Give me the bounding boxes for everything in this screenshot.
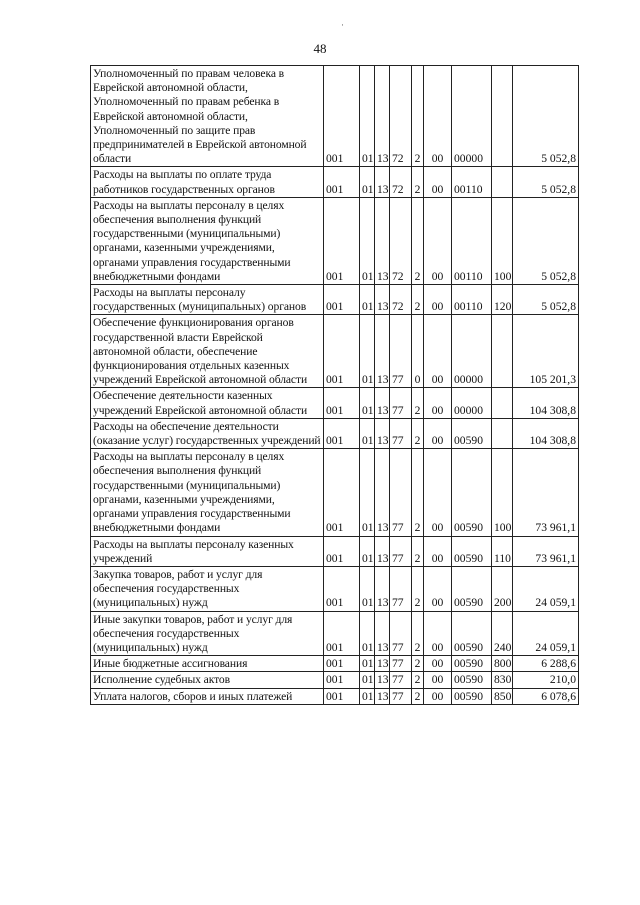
row-name: Иные бюджетные ассигнования	[91, 656, 324, 672]
program-code: 77	[390, 656, 412, 672]
program-code: 77	[390, 611, 412, 656]
subsection-code: 13	[375, 315, 390, 388]
subsection-code: 13	[375, 566, 390, 611]
program-code: 77	[390, 566, 412, 611]
target-code: 00	[424, 688, 452, 704]
section-code: 01	[360, 656, 375, 672]
section-code: 01	[360, 566, 375, 611]
subprogram-code: 2	[412, 656, 424, 672]
row-name: Расходы на выплаты персоналу в целях обеспечения выполнения функций государственными (муниципальными) органами, казенными учреждениями, органами управления государственными внебюджетными фондами	[91, 197, 324, 284]
ved-code: 001	[324, 566, 360, 611]
direction-code: 00590	[452, 688, 492, 704]
table-row	[91, 656, 579, 672]
table-row	[91, 566, 579, 611]
expense-type-code	[492, 167, 513, 197]
table-row	[91, 315, 579, 388]
subsection-code: 13	[375, 449, 390, 536]
row-name: Обеспечение деятельности казенных учреждений Еврейской автономной области	[91, 388, 324, 418]
section-code: 01	[360, 449, 375, 536]
target-code: 00	[424, 656, 452, 672]
amount-value: 6 288,6	[513, 656, 579, 672]
section-code: 01	[360, 167, 375, 197]
table-row	[91, 66, 579, 167]
table-row	[91, 536, 579, 566]
section-code: 01	[360, 672, 375, 688]
expense-type-code: 850	[492, 688, 513, 704]
row-name: Расходы на выплаты персоналу в целях обеспечения выполнения функций государственными (муниципальными) органами, казенными учреждениями, органами управления государственными внебюджетными фондами	[91, 449, 324, 536]
direction-code: 00110	[452, 167, 492, 197]
amount-value: 105 201,3	[513, 315, 579, 388]
expense-type-code: 120	[492, 285, 513, 315]
target-code: 00	[424, 566, 452, 611]
subprogram-code: 2	[412, 66, 424, 167]
subsection-code: 13	[375, 66, 390, 167]
table-row	[91, 418, 579, 448]
target-code: 00	[424, 167, 452, 197]
amount-value: 5 052,8	[513, 167, 579, 197]
amount-value: 104 308,8	[513, 388, 579, 418]
target-code: 00	[424, 536, 452, 566]
subsection-code: 13	[375, 167, 390, 197]
program-code: 77	[390, 315, 412, 388]
page-number: 48	[313, 41, 327, 56]
table-row	[91, 285, 579, 315]
amount-value: 5 052,8	[513, 66, 579, 167]
row-name: Исполнение судебных актов	[91, 672, 324, 688]
subprogram-code: 0	[412, 315, 424, 388]
target-code: 00	[424, 197, 452, 284]
target-code: 00	[424, 672, 452, 688]
ved-code: 001	[324, 315, 360, 388]
section-code: 01	[360, 66, 375, 167]
amount-value: 24 059,1	[513, 566, 579, 611]
expense-type-code	[492, 66, 513, 167]
program-code: 77	[390, 688, 412, 704]
amount-value: 210,0	[513, 672, 579, 688]
target-code: 00	[424, 449, 452, 536]
subsection-code: 13	[375, 688, 390, 704]
amount-value: 73 961,1	[513, 536, 579, 566]
target-code: 00	[424, 315, 452, 388]
subprogram-code: 2	[412, 688, 424, 704]
expense-type-code: 200	[492, 566, 513, 611]
subprogram-code: 2	[412, 566, 424, 611]
subsection-code: 13	[375, 536, 390, 566]
expense-type-code	[492, 315, 513, 388]
direction-code: 00110	[452, 285, 492, 315]
ved-code: 001	[324, 536, 360, 566]
section-code: 01	[360, 611, 375, 656]
row-name: Расходы на выплаты персоналу казенных учреждений	[91, 536, 324, 566]
program-code: 72	[390, 197, 412, 284]
ved-code: 001	[324, 418, 360, 448]
subprogram-code: 2	[412, 197, 424, 284]
target-code: 00	[424, 611, 452, 656]
subprogram-code: 2	[412, 536, 424, 566]
ved-code: 001	[324, 672, 360, 688]
amount-value: 5 052,8	[513, 197, 579, 284]
row-name: Обеспечение функционирования органов государственной власти Еврейской автономной области, обеспечение функционирования отдельных казенных учреждений Еврейской автономной области	[91, 315, 324, 388]
direction-code: 00590	[452, 611, 492, 656]
ved-code: 001	[324, 388, 360, 418]
ved-code: 001	[324, 611, 360, 656]
section-code: 01	[360, 388, 375, 418]
expense-type-code: 100	[492, 197, 513, 284]
row-name: Расходы на обеспечение деятельности (оказание услуг) государственных учреждений	[91, 418, 324, 448]
section-code: 01	[360, 688, 375, 704]
amount-value: 6 078,6	[513, 688, 579, 704]
expense-type-code: 830	[492, 672, 513, 688]
budget-table	[90, 65, 579, 705]
table-row	[91, 672, 579, 688]
amount-value: 5 052,8	[513, 285, 579, 315]
amount-value: 24 059,1	[513, 611, 579, 656]
section-code: 01	[360, 197, 375, 284]
direction-code: 00000	[452, 388, 492, 418]
ved-code: 001	[324, 66, 360, 167]
target-code: 00	[424, 388, 452, 418]
row-name: Расходы на выплаты по оплате труда работников государственных органов	[91, 167, 324, 197]
ved-code: 001	[324, 656, 360, 672]
subprogram-code: 2	[412, 388, 424, 418]
subprogram-code: 2	[412, 285, 424, 315]
subsection-code: 13	[375, 285, 390, 315]
direction-code: 00590	[452, 536, 492, 566]
direction-code: 00110	[452, 197, 492, 284]
subsection-code: 13	[375, 672, 390, 688]
amount-value: 104 308,8	[513, 418, 579, 448]
subprogram-code: 2	[412, 672, 424, 688]
direction-code: 00590	[452, 449, 492, 536]
program-code: 72	[390, 167, 412, 197]
expense-type-code: 240	[492, 611, 513, 656]
section-code: 01	[360, 536, 375, 566]
ved-code: 001	[324, 167, 360, 197]
subsection-code: 13	[375, 388, 390, 418]
subprogram-code: 2	[412, 418, 424, 448]
scan-dot: ·	[341, 20, 344, 30]
target-code: 00	[424, 285, 452, 315]
section-code: 01	[360, 418, 375, 448]
row-name: Иные закупки товаров, работ и услуг для обеспечения государственных (муниципальных) нужд	[91, 611, 324, 656]
table-row	[91, 167, 579, 197]
row-name: Расходы на выплаты персоналу государственных (муниципальных) органов	[91, 285, 324, 315]
table-row	[91, 611, 579, 656]
program-code: 77	[390, 418, 412, 448]
program-code: 77	[390, 536, 412, 566]
expense-type-code: 800	[492, 656, 513, 672]
subsection-code: 13	[375, 197, 390, 284]
subprogram-code: 2	[412, 449, 424, 536]
ved-code: 001	[324, 197, 360, 284]
amount-value: 73 961,1	[513, 449, 579, 536]
direction-code: 00000	[452, 66, 492, 167]
program-code: 72	[390, 66, 412, 167]
table-row	[91, 688, 579, 704]
target-code: 00	[424, 66, 452, 167]
ved-code: 001	[324, 285, 360, 315]
ved-code: 001	[324, 688, 360, 704]
program-code: 72	[390, 285, 412, 315]
table-row	[91, 197, 579, 284]
section-code: 01	[360, 285, 375, 315]
expense-type-code: 110	[492, 536, 513, 566]
direction-code: 00590	[452, 566, 492, 611]
ved-code: 001	[324, 449, 360, 536]
expense-type-code: 100	[492, 449, 513, 536]
section-code: 01	[360, 315, 375, 388]
expense-type-code	[492, 388, 513, 418]
table-row	[91, 388, 579, 418]
program-code: 77	[390, 672, 412, 688]
subprogram-code: 2	[412, 167, 424, 197]
direction-code: 00590	[452, 672, 492, 688]
expense-type-code	[492, 418, 513, 448]
subsection-code: 13	[375, 418, 390, 448]
target-code: 00	[424, 418, 452, 448]
subsection-code: 13	[375, 656, 390, 672]
program-code: 77	[390, 449, 412, 536]
direction-code: 00590	[452, 656, 492, 672]
table-row	[91, 449, 579, 536]
subprogram-code: 2	[412, 611, 424, 656]
row-name: Уполномоченный по правам человека в Еврейской автономной области, Уполномоченный по правам ребенка в Еврейской автономной области, Уполномоченный по защите прав предпринимателей в Еврейской автономной области	[91, 66, 324, 167]
program-code: 77	[390, 388, 412, 418]
subsection-code: 13	[375, 611, 390, 656]
direction-code: 00000	[452, 315, 492, 388]
row-name: Уплата налогов, сборов и иных платежей	[91, 688, 324, 704]
row-name: Закупка товаров, работ и услуг для обеспечения государственных (муниципальных) нужд	[91, 566, 324, 611]
direction-code: 00590	[452, 418, 492, 448]
